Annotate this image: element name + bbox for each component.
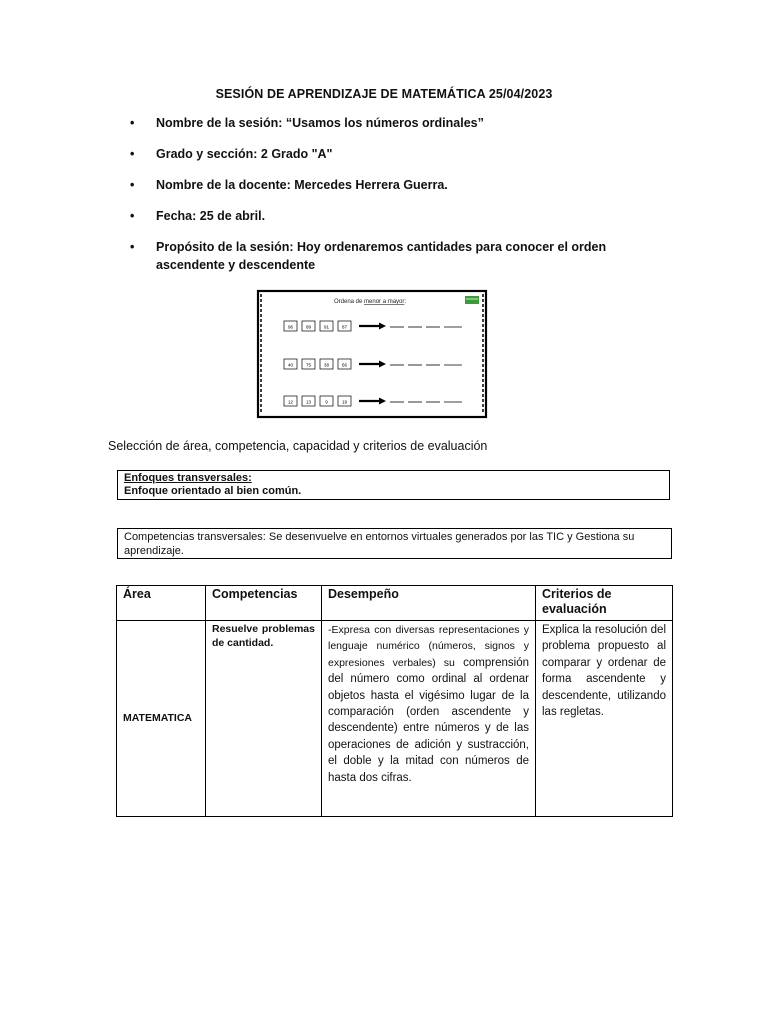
enfoques-value: Enfoque orientado al bien común. (124, 485, 302, 497)
header-competencias: Competencias (206, 586, 322, 621)
svg-text:38: 38 (323, 362, 330, 368)
svg-text:91: 91 (323, 324, 330, 330)
date-item: • Fecha: 25 de abril. (130, 207, 650, 225)
sticker-highlight (466, 298, 478, 300)
page-title: SESIÓN DE APRENDIZAJE DE MATEMÁTICA 25/04/2023 (215, 87, 553, 101)
worksheet-heading: Ordena de menor a mayor: (334, 299, 407, 305)
cell-competencia: Resuelve problemas de cantidad. (206, 621, 322, 817)
table-row (117, 621, 673, 817)
svg-text:96: 96 (287, 324, 294, 330)
svg-text:12: 12 (287, 399, 294, 405)
purpose-item: • Propósito de la sesión: Hoy ordenaremos cantidades para conocer el orden ascendente y descendente (130, 238, 650, 274)
cell-criterio: Explica la resolución del problema propuesto al comparar y ordenar de forma ascendente y descendente, utilizando las regletas. (536, 621, 673, 817)
svg-text:13: 13 (305, 399, 312, 405)
grade-section-item: • Grado y sección: 2 Grado "A" (130, 145, 650, 163)
svg-text:9: 9 (325, 399, 328, 405)
cell-desempeno (322, 621, 536, 817)
teacher-name-item: • Nombre de la docente: Mercedes Herrera Guerra. (130, 176, 650, 194)
svg-text:19: 19 (341, 399, 348, 405)
desempeno-rest: comprensión del número como ordinal al ordenar objetos hasta el vigésimo lugar de la comparación (orden ascendente y descendente) entre números y de las operaciones de adición y sustracción, el doble y la mitad con números de hasta dos cifras. (328, 656, 529, 784)
desempeno-lead: -Expresa con diversas representaciones y lenguaje numérico (números, signos y expresiones verbales) su (328, 624, 529, 669)
svg-text:87: 87 (341, 324, 348, 330)
svg-text:75: 75 (305, 362, 312, 368)
header-area: Área (117, 586, 206, 621)
svg-text:89: 89 (305, 324, 312, 330)
enfoques-box (117, 470, 670, 500)
cell-area: MATEMATICA (117, 621, 206, 817)
evaluation-table (116, 585, 673, 817)
header-desempeno: Desempeño (322, 586, 536, 621)
session-name-item: • Nombre de la sesión: “Usamos los números ordinales” (130, 114, 650, 132)
svg-text:40: 40 (287, 362, 294, 368)
header-criterios: Criterios de evaluación (536, 586, 673, 621)
enfoques-label: Enfoques transversales: (124, 472, 252, 484)
section-heading: Selección de área, competencia, capacidad y criterios de evaluación (108, 439, 488, 453)
worksheet-image (255, 289, 489, 419)
competencias-transversales-box: Competencias transversales: Se desenvuelve en entornos virtuales generados por las TIC y Gestiona su aprendizaje. (117, 528, 672, 559)
svg-text:66: 66 (341, 362, 348, 368)
table-header-row (117, 586, 673, 621)
worksheet-svg (255, 289, 489, 419)
session-info-list (130, 114, 650, 287)
